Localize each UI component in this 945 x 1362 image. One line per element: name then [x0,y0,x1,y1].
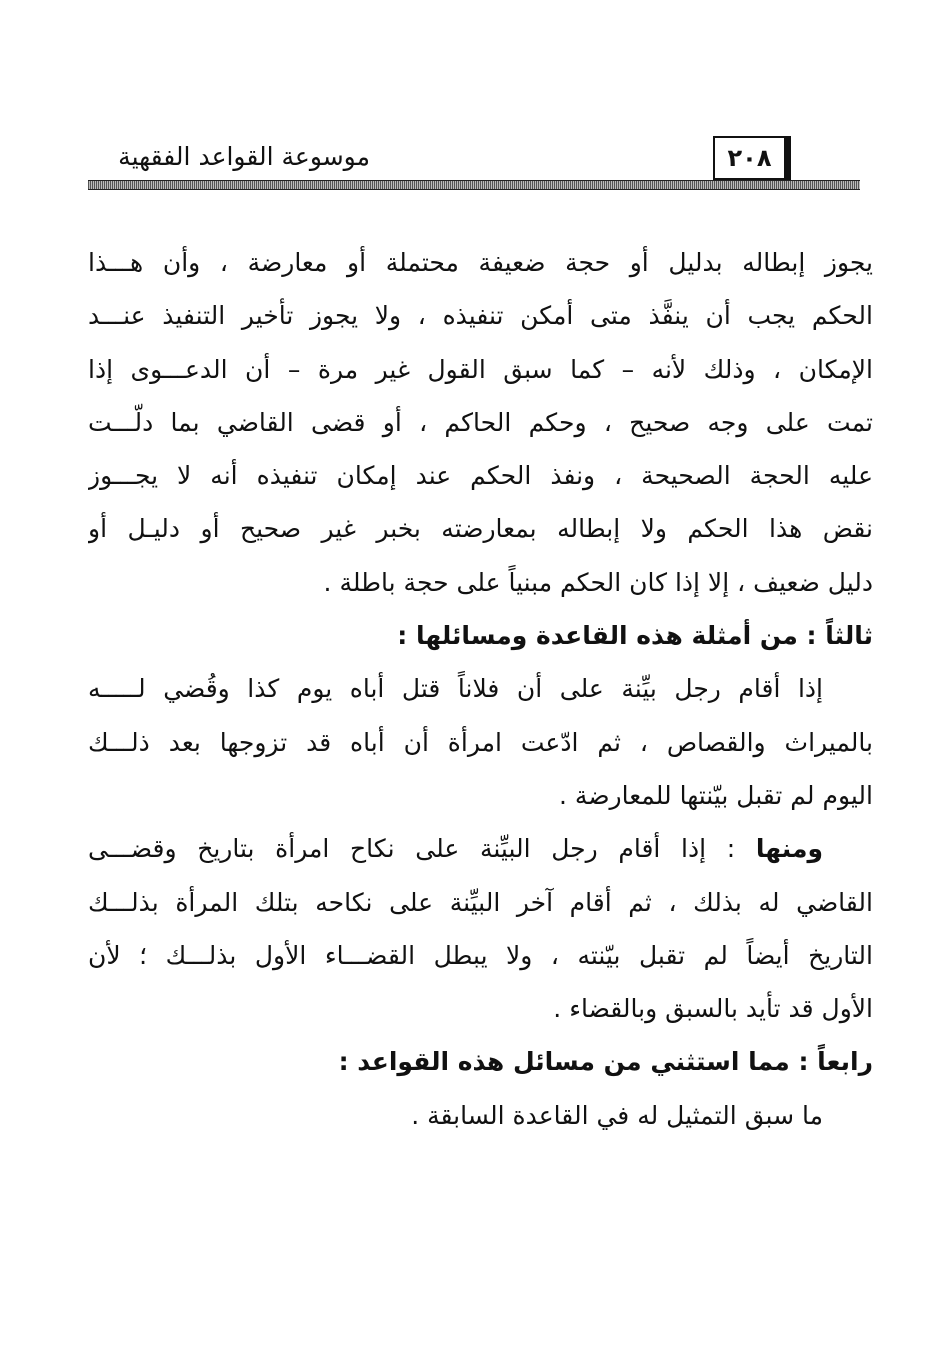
example-line: بالميراث والقصاص ، ثم ادّعت امرأة أن أباه قد تزوجها بعد ذلـــك [88,727,873,757]
example-text: : إذا أقام رجل البيِّنة على نكاح امرأة بتاريخ وقضـــى [88,834,756,864]
header-rule [88,180,860,190]
page-header [88,136,860,190]
text-line: يجوز إبطاله بدليل أو حجة ضعيفة محتملة أو معارضة ، وأن هـــذا [88,248,873,277]
text-line: الحكم يجب أن ينفَّذ متى أمكن تنفيذه ، ولا يجوز تأخير التنفيذ عنـــد [88,301,873,331]
text-line: تمت على وجه صحيح ، وحكم الحاكم ، أو قضى القاضي بما دلّـــت [88,407,873,437]
example-lead: ومنها [755,834,823,864]
running-title: موسوعة القواعد الفقهية [118,142,370,171]
text-line: عليه الحجة الصحيحة ، ونفذ الحكم عند إمكان تنفيذه أنه لا يجـــوز [88,461,873,491]
text-line: دليل ضعيف ، إلا إذا كان الحكم مبنياً على حجة باطلة . [323,567,873,597]
text-line: نقض هذا الحكم ولا إبطاله بمعارضته بخبر غير صحيح أو دليـل أو [88,514,873,544]
example-line: اليوم لم تقبل بيّنتها للمعارضة . [559,780,873,810]
section-heading-examples: ثالثاً : من أمثلة هذه القاعدة ومسائلها : [397,621,873,651]
example-line: الأول قد تأيد بالسبق وبالقضاء . [553,994,873,1024]
example-line: القاضي له بذلك ، ثم أقام آخر البيِّنة على نكاحه بتلك المرأة بذلـــك [88,887,873,917]
text-line: الإمكان ، وذلك لأنه – كما سبق القول غير مرة – أن الدعـــوى إذا [88,354,873,384]
page-number: ٢٠٨ [713,136,791,180]
body-text [88,236,873,1142]
example-line [88,822,873,875]
example-line: إذا أقام رجل بيِّنة على أن فلاناً قتل أباه يوم كذا وقُضي لـــــه [88,674,823,704]
example-line: التاريخ أيضاً لم تقبل بيّنته ، ولا يبطل القضـــاء الأول بذلـــك ؛ لأن [88,940,873,970]
section-heading-exceptions: رابعاً : مما استثني من مسائل هذه القواعد : [338,1047,873,1077]
text-line: ما سبق التمثيل له في القاعدة السابقة . [411,1100,823,1130]
